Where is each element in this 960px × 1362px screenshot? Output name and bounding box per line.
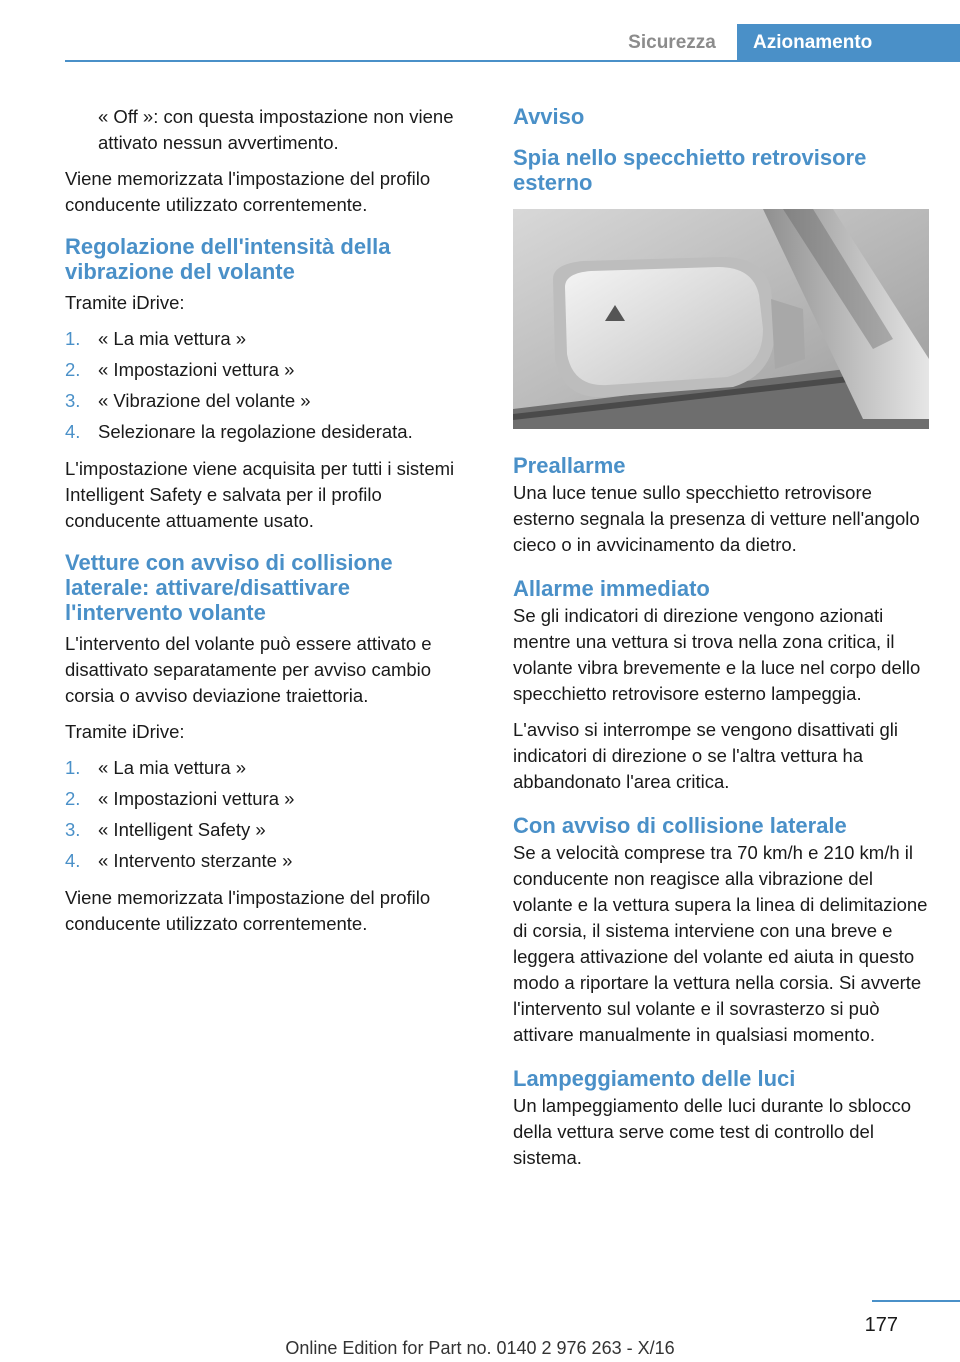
heading-mirror-light: Spia nello specchietto retrovisore esterno: [513, 145, 867, 195]
idrive-label: Tramite iDrive:: [65, 292, 185, 313]
heading-lateral-collision: Vetture con avviso di collisione laterale: attivare/disattivare l'intervento volante: [65, 550, 393, 625]
list-text: Selezionare la regolazione desiderata.: [98, 421, 413, 442]
list-text: « Vibrazione del volante »: [98, 390, 311, 411]
list-item: [65, 326, 465, 357]
list-item: [65, 817, 465, 848]
mirror-photo: [513, 209, 929, 429]
paragraph: Viene memorizzata l'impostazione del profilo conducente utilizzato correntemente.: [65, 887, 431, 934]
off-note: « Off »: con questa impostazione non viene attivato nessun avvertimento.: [98, 106, 454, 153]
list-number: 4.: [65, 850, 81, 871]
paragraph: Una luce tenue sullo specchietto retrovisore esterno segnala la presenza di vetture nell'angolo cieco o in avvicinamento da dietro.: [513, 482, 920, 555]
list-number: 2.: [65, 359, 81, 380]
paragraph: L'intervento del volante può essere attivato e disattivato separatamente per avviso cambio corsia o avviso deviazione traiettoria.: [65, 633, 432, 706]
page-footer: [0, 1300, 960, 1362]
left-column: [65, 104, 465, 947]
paragraph: Se gli indicatori di direzione vengono azionati mentre una vettura si trova nella zona critica, il volante vibra brevemente e la luce nel corpo dello specchietto retrovisore esterno lampeggia.: [513, 605, 921, 704]
list-text: « Impostazioni vettura »: [98, 359, 295, 380]
steps-list-1: [65, 326, 465, 450]
list-item: [65, 755, 465, 786]
steps-list-2: [65, 755, 465, 879]
page-number: 177: [864, 1314, 898, 1336]
paragraph: L'impostazione viene acquisita per tutti i sistemi Intelligent Safety e salvata per il profilo conducente attuamente usato.: [65, 458, 455, 531]
list-number: 2.: [65, 788, 81, 809]
section-tab: Sicurezza: [628, 32, 716, 53]
list-item: [65, 786, 465, 817]
heading-preallarme: Preallarme: [513, 453, 626, 478]
list-text: « Intervento sterzante »: [98, 850, 293, 871]
list-text: « Impostazioni vettura »: [98, 788, 295, 809]
header-rule: [65, 60, 960, 62]
list-text: « La mia vettura »: [98, 757, 247, 778]
page-header: [65, 24, 960, 62]
list-number: 1.: [65, 328, 81, 349]
heading-collisione-laterale: Con avviso di collisione laterale: [513, 813, 847, 838]
list-item: [65, 357, 465, 388]
edition-note: Online Edition for Part no. 0140 2 976 263 - X/16: [285, 1338, 675, 1358]
paragraph: Viene memorizzata l'impostazione del profilo conducente utilizzato correntemente.: [65, 168, 431, 215]
heading-vibration: Regolazione dell'intensità della vibrazione del volante: [65, 234, 391, 284]
right-column: [513, 104, 929, 1181]
paragraph: Un lampeggiamento delle luci durante lo sblocco della vettura serve come test di controllo del sistema.: [513, 1095, 911, 1168]
chapter-tab: Azionamento: [737, 24, 960, 62]
list-text: « Intelligent Safety »: [98, 819, 266, 840]
list-text: « La mia vettura »: [98, 328, 247, 349]
heading-avviso: Avviso: [513, 104, 585, 129]
list-number: 4.: [65, 421, 81, 442]
list-item: [65, 848, 465, 879]
heading-allarme-immediato: Allarme immediato: [513, 576, 710, 601]
list-item: [65, 388, 465, 419]
paragraph: L'avviso si interrompe se vengono disattivati gli indicatori di direzione o se l'altra vettura ha abbandonato l'area critica.: [513, 719, 899, 792]
footer-rule: [872, 1300, 960, 1302]
heading-lampeggiamento: Lampeggiamento delle luci: [513, 1066, 796, 1091]
paragraph: Se a velocità comprese tra 70 km/h e 210 km/h il conducente non reagisce alla vibrazione del volante e la vettura supera la linea di delimitazione di corsia, il sistema interviene con una breve e leggera attivazione del volante ed aiuta in questo modo a riportare la vettura nella corsia. Si avverte l'intervento sul volante e il sovrasterzo si può attivare manualmente in qualsiasi momento.: [513, 842, 928, 1045]
list-number: 1.: [65, 757, 81, 778]
idrive-label: Tramite iDrive:: [65, 721, 185, 742]
list-number: 3.: [65, 390, 81, 411]
list-number: 3.: [65, 819, 81, 840]
list-item: [65, 419, 465, 450]
